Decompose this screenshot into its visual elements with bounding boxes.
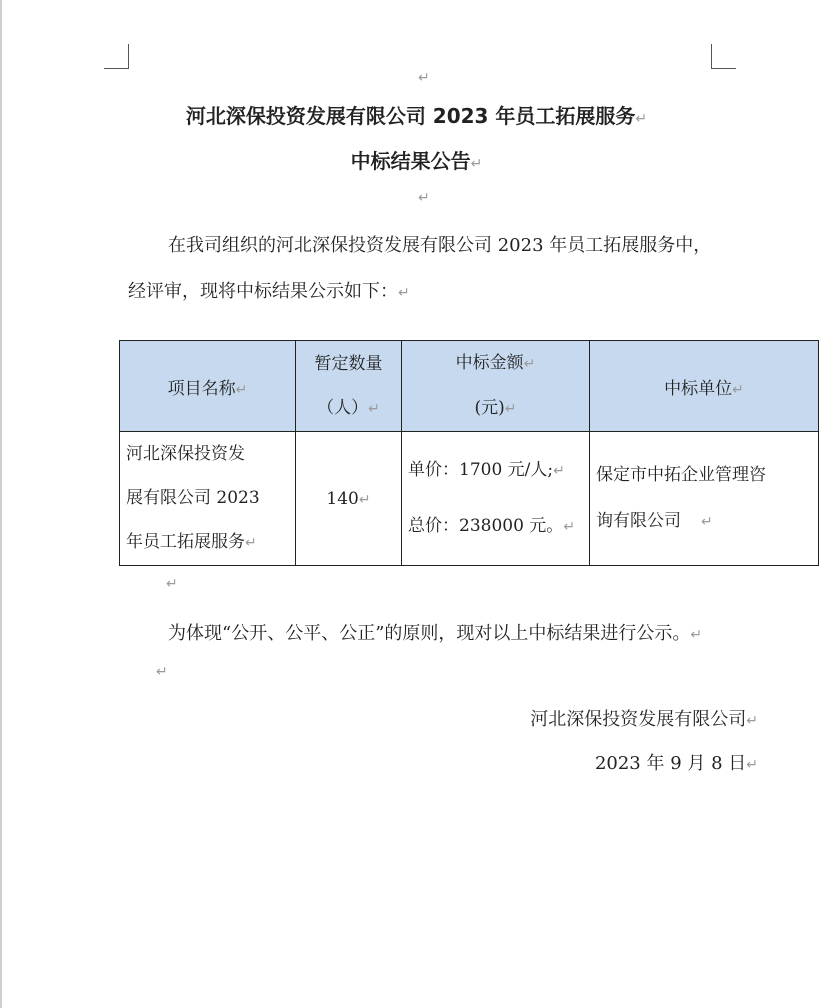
header-qty-line2-wrap	[296, 386, 401, 431]
signature-date-text: 2023 年 9 月 8 日	[594, 753, 747, 774]
header-amount-line1-wrap	[402, 341, 589, 386]
header-project-text: 项目名称	[167, 378, 236, 399]
table-header-row	[120, 341, 819, 432]
header-qty-line1: 暂定数量	[314, 353, 383, 374]
header-amount-line2-wrap	[402, 386, 589, 431]
header-project-name	[120, 341, 296, 432]
signature-date	[595, 749, 758, 775]
signature-company-text: 河北深保投资发展有限公司	[530, 709, 747, 730]
paragraph-mark: ↵	[563, 518, 576, 535]
paragraph-mark: ↵	[746, 757, 758, 773]
margin-corner-top-left	[104, 44, 129, 69]
paragraph-mark: ↵	[245, 535, 257, 551]
project-line1: 河北深保投资发	[126, 444, 245, 464]
paragraph-mark: ↵	[418, 190, 430, 206]
header-amount	[402, 341, 590, 432]
unit-price: 单价：1700 元/人;	[408, 459, 554, 480]
total-price-wrap	[408, 499, 583, 555]
paragraph-mark: ↵	[418, 70, 430, 86]
paragraph-mark: ↵	[235, 381, 248, 398]
project-line3-wrap	[126, 520, 289, 565]
title-text-1: 河北深保投资发展有限公司 2023 年员工拓展服务	[185, 104, 636, 128]
paragraph-mark: ↵	[635, 111, 648, 127]
total-price: 总价：238000 元。	[408, 515, 564, 536]
statement-line	[168, 619, 702, 645]
project-line2: 展有限公司 2023	[126, 488, 260, 508]
table-row	[120, 432, 819, 566]
paragraph-mark: ↵	[701, 514, 713, 530]
cell-amount	[402, 432, 590, 566]
quantity-value: 140	[326, 488, 359, 509]
intro-line-2	[128, 277, 410, 303]
project-line3: 年员工拓展服务	[126, 532, 245, 552]
winner-line1: 保定市中拓企业管理咨	[596, 465, 766, 485]
title-text-2: 中标结果公告	[350, 149, 471, 173]
signature-company	[530, 705, 758, 731]
margin-corner-top-right	[711, 44, 736, 69]
header-amount-line2: (元)	[474, 398, 505, 418]
intro-text-2: 经评审，现将中标结果公示如下：	[128, 281, 398, 302]
winner-line2-wrap	[596, 498, 812, 545]
result-table	[119, 340, 819, 566]
statement-text: 为体现“公开、公平、公正”的原则，现对以上中标结果进行公示。	[168, 623, 691, 644]
document-title-line2	[0, 145, 833, 174]
winner-line2: 询有限公司	[596, 511, 681, 531]
header-quantity	[296, 341, 402, 432]
paragraph-mark: ↵	[523, 356, 536, 372]
unit-price-wrap	[408, 443, 583, 499]
cell-project-name	[120, 432, 296, 566]
paragraph-mark: ↵	[553, 462, 565, 479]
paragraph-mark: ↵	[398, 285, 410, 301]
paragraph-mark: ↵	[166, 576, 178, 592]
paragraph-mark: ↵	[470, 156, 483, 172]
intro-line-1: 在我司组织的河北深保投资发展有限公司 2023 年员工拓展服务中，	[168, 235, 712, 256]
document-title-line1	[0, 100, 833, 129]
paragraph-mark: ↵	[368, 400, 380, 417]
cell-winner	[590, 432, 819, 566]
paragraph-mark: ↵	[690, 627, 703, 643]
paragraph-mark: ↵	[358, 491, 371, 508]
paragraph-mark: ↵	[156, 664, 168, 680]
header-winner-text: 中标单位	[664, 378, 733, 399]
cell-quantity	[296, 432, 402, 566]
paragraph-mark: ↵	[504, 401, 517, 417]
header-winner	[590, 341, 819, 432]
paragraph-mark: ↵	[746, 713, 758, 729]
header-amount-line1: 中标金额	[455, 353, 524, 373]
header-qty-line2: （人）	[317, 397, 369, 418]
paragraph-mark: ↵	[732, 381, 744, 398]
